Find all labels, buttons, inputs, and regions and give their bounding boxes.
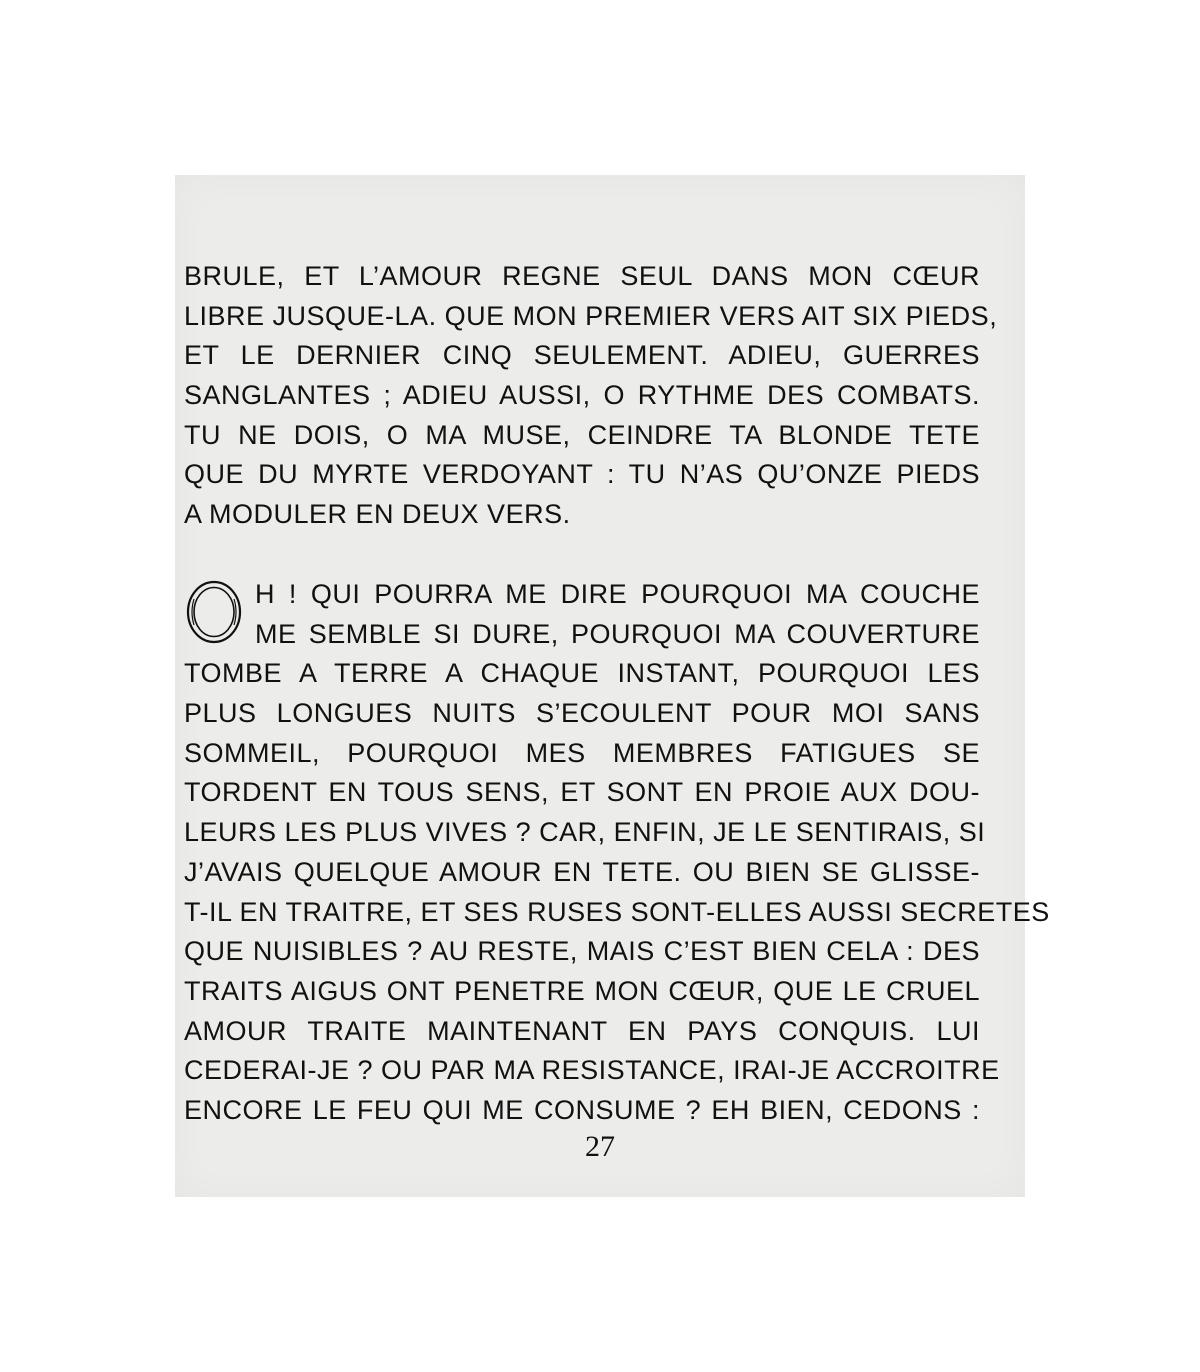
book-page <box>175 175 1050 1197</box>
text-line: TRAITS AIGUS ONT PENETRE MON CŒUR, QUE LE CRUEL <box>184 975 980 1006</box>
text-line: A MODULER EN DEUX VERS. <box>184 499 571 530</box>
text-line: ME SEMBLE SI DURE, POURQUOI MA COUVERTURE <box>255 618 980 649</box>
text-line: QUE DU MYRTE VERDOYANT : TU N’AS QU’ONZE PIEDS <box>184 459 980 490</box>
text-line: TOMBE A TERRE A CHAQUE INSTANT, POURQUOI LES <box>184 658 980 689</box>
text-line: ENCORE LE FEU QUI ME CONSUME ? EH BIEN, CEDONS : <box>184 1094 980 1125</box>
paragraph-2 <box>184 575 1050 1131</box>
text-line: LIBRE JUSQUE-LA. QUE MON PREMIER VERS AIT SIX PIEDS, <box>184 300 998 331</box>
paragraph-1 <box>184 257 998 535</box>
text-line: BRULE, ET L’AMOUR REGNE SEUL DANS MON CŒUR <box>184 261 980 291</box>
text-line: LEURS LES PLUS VIVES ? CAR, ENFIN, JE LE SENTIRAIS, SI <box>184 817 986 848</box>
text-line: PLUS LONGUES NUITS S’ECOULENT POUR MOI SANS <box>184 698 980 729</box>
text-line: TU NE DOIS, O MA MUSE, CEINDRE TA BLONDE TETE <box>184 419 980 450</box>
text-line: T-IL EN TRAITRE, ET SES RUSES SONT-ELLES AUSSI SECRETES <box>184 896 1050 927</box>
text-line: ET LE DERNIER CINQ SEULEMENT. ADIEU, GUERRES <box>184 340 980 371</box>
svg-text:O: O <box>213 617 215 618</box>
text-line: H ! QUI POURRA ME DIRE POURQUOI MA COUCHE <box>255 579 980 609</box>
text-line: AMOUR TRAITE MAINTENANT EN PAYS CONQUIS. LUI <box>184 1015 980 1046</box>
text-line: TORDENT EN TOUS SENS, ET SONT EN PROIE AUX DOU- <box>184 777 980 808</box>
text-line: J’AVAIS QUELQUE AMOUR EN TETE. OU BIEN SE GLISSE- <box>184 856 980 887</box>
text-line: SOMMEIL, POURQUOI MES MEMBRES FATIGUES SE <box>184 737 980 768</box>
text-line: QUE NUISIBLES ? AU RESTE, MAIS C’EST BIEN CELA : DES <box>184 936 980 967</box>
text-line: CEDERAI-JE ? OU PAR MA RESISTANCE, IRAI-JE ACCROITRE <box>184 1055 1000 1086</box>
page-number: 27 <box>585 1130 615 1163</box>
text-line: SANGLANTES ; ADIEU AUSSI, O RYTHME DES COMBATS. <box>184 380 980 411</box>
